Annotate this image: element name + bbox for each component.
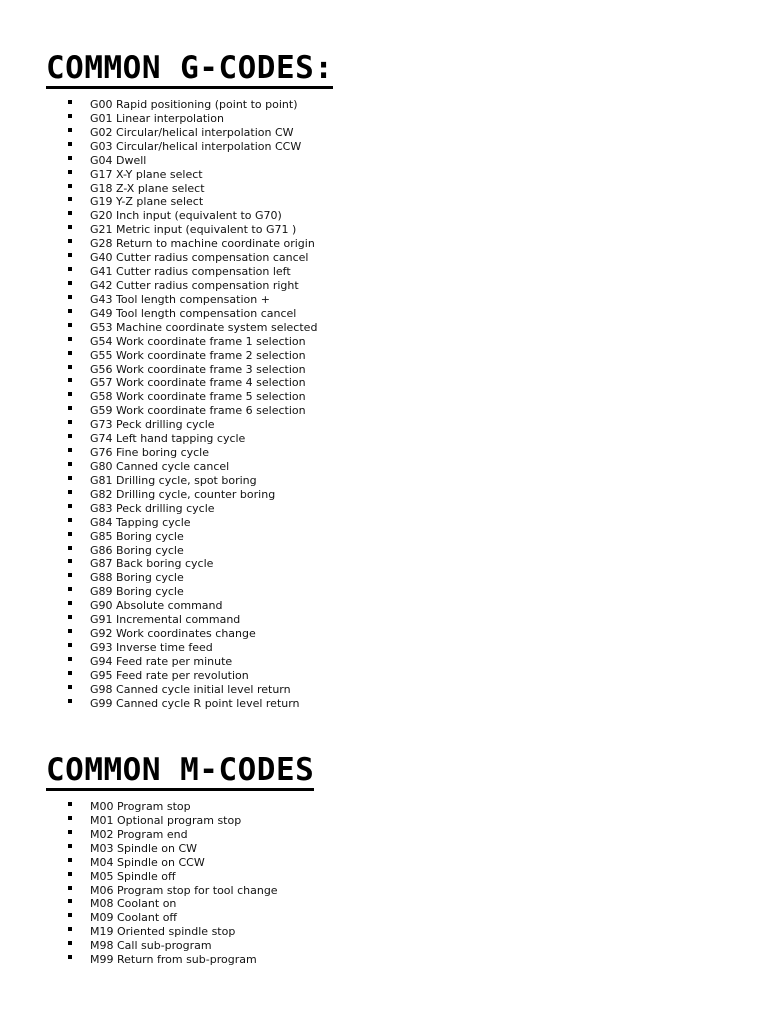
list-item — [68, 585, 317, 599]
code-item-text: G57 Work coordinate frame 4 selection — [90, 376, 306, 390]
list-item — [68, 349, 317, 363]
square-bullet-icon — [68, 643, 72, 647]
square-bullet-icon — [68, 476, 72, 480]
code-item-text: G93 Inverse time feed — [90, 640, 213, 654]
square-bullet-icon — [68, 406, 72, 410]
square-bullet-icon — [68, 156, 72, 160]
list-item — [68, 697, 317, 711]
code-item-text: G80 Canned cycle cancel — [90, 459, 230, 473]
square-bullet-icon — [68, 365, 72, 369]
code-item-text: G59 Work coordinate frame 6 selection — [90, 404, 306, 418]
square-bullet-icon — [68, 211, 72, 215]
code-item-text: G76 Fine boring cycle — [90, 446, 210, 460]
list-item — [68, 140, 317, 154]
square-bullet-icon — [68, 281, 72, 285]
code-item-text: G53 Machine coordinate system selected — [90, 320, 318, 334]
square-bullet-icon — [68, 559, 72, 563]
list-item — [68, 870, 278, 884]
list-item — [68, 655, 317, 669]
list-item — [68, 897, 278, 911]
code-item-text: G88 Boring cycle — [90, 571, 184, 585]
code-item-text: M01 Optional program stop — [90, 813, 242, 827]
square-bullet-icon — [68, 941, 72, 945]
square-bullet-icon — [68, 323, 72, 327]
code-item-text: M04 Spindle on CCW — [90, 855, 205, 869]
square-bullet-icon — [68, 351, 72, 355]
list-item — [68, 641, 317, 655]
square-bullet-icon — [68, 239, 72, 243]
square-bullet-icon — [68, 518, 72, 522]
code-item-text: G01 Linear interpolation — [90, 111, 224, 125]
code-item-text: M99 Return from sub-program — [90, 953, 257, 967]
code-item-text: G17 X-Y plane select — [90, 167, 203, 181]
code-item-text: M03 Spindle on CW — [90, 841, 198, 855]
code-item-text: M98 Call sub-program — [90, 939, 212, 953]
code-item-text: G21 Metric input (equivalent to G71 ) — [90, 223, 297, 237]
list-item — [68, 460, 317, 474]
list-item — [68, 925, 278, 939]
list-item — [68, 432, 317, 446]
code-item-text: G86 Boring cycle — [90, 543, 184, 557]
square-bullet-icon — [68, 337, 72, 341]
code-item-text: M09 Coolant off — [90, 911, 178, 925]
list-item — [68, 390, 317, 404]
list-item — [68, 376, 317, 390]
list-item — [68, 404, 317, 418]
code-item-text: G94 Feed rate per minute — [90, 654, 233, 668]
list-item — [68, 418, 317, 432]
list-item — [68, 168, 317, 182]
list-item — [68, 474, 317, 488]
square-bullet-icon — [68, 142, 72, 146]
list-item — [68, 335, 317, 349]
list-item — [68, 669, 317, 683]
square-bullet-icon — [68, 546, 72, 550]
square-bullet-icon — [68, 573, 72, 577]
square-bullet-icon — [68, 927, 72, 931]
code-item-text: G83 Peck drilling cycle — [90, 501, 215, 515]
square-bullet-icon — [68, 886, 72, 890]
list-item — [68, 884, 278, 898]
code-item-text: G98 Canned cycle initial level return — [90, 682, 291, 696]
list-item — [68, 182, 317, 196]
code-item-text: G92 Work coordinates change — [90, 627, 256, 641]
m-codes-list — [68, 800, 278, 967]
square-bullet-icon — [68, 844, 72, 848]
list-item — [68, 293, 317, 307]
square-bullet-icon — [68, 448, 72, 452]
square-bullet-icon — [68, 378, 72, 382]
code-item-text: G81 Drilling cycle, spot boring — [90, 473, 257, 487]
list-item — [68, 363, 317, 377]
code-item-text: G85 Boring cycle — [90, 529, 184, 543]
code-item-text: M05 Spindle off — [90, 869, 176, 883]
square-bullet-icon — [68, 392, 72, 396]
square-bullet-icon — [68, 816, 72, 820]
square-bullet-icon — [68, 872, 72, 876]
code-item-text: G84 Tapping cycle — [90, 515, 191, 529]
list-item — [68, 544, 317, 558]
list-item — [68, 112, 317, 126]
square-bullet-icon — [68, 955, 72, 959]
code-item-text: G58 Work coordinate frame 5 selection — [90, 390, 306, 404]
list-item — [68, 154, 317, 168]
code-item-text: M00 Program stop — [90, 800, 191, 813]
code-item-text: G42 Cutter radius compensation right — [90, 278, 299, 292]
list-item — [68, 800, 278, 814]
square-bullet-icon — [68, 420, 72, 424]
list-item — [68, 516, 317, 530]
code-item-text: G04 Dwell — [90, 153, 147, 167]
g-codes-list — [68, 98, 317, 711]
square-bullet-icon — [68, 615, 72, 619]
code-item-text: G02 Circular/helical interpolation CW — [90, 125, 294, 139]
code-item-text: M19 Oriented spindle stop — [90, 925, 236, 939]
list-item — [68, 98, 317, 112]
list-item — [68, 307, 317, 321]
square-bullet-icon — [68, 858, 72, 862]
list-item — [68, 814, 278, 828]
code-item-text: G87 Back boring cycle — [90, 557, 214, 571]
list-item — [68, 321, 317, 335]
code-item-text: G95 Feed rate per revolution — [90, 668, 249, 682]
code-item-text: G74 Left hand tapping cycle — [90, 432, 246, 446]
code-item-text: G43 Tool length compensation + — [90, 292, 270, 306]
code-item-text: G49 Tool length compensation cancel — [90, 306, 297, 320]
square-bullet-icon — [68, 913, 72, 917]
code-item-text: G73 Peck drilling cycle — [90, 418, 215, 432]
square-bullet-icon — [68, 685, 72, 689]
list-item — [68, 195, 317, 209]
g-codes-heading: COMMON G-CODES: — [46, 50, 333, 89]
code-item-text: G54 Work coordinate frame 1 selection — [90, 334, 306, 348]
square-bullet-icon — [68, 699, 72, 703]
list-item — [68, 502, 317, 516]
code-item-text: M02 Program end — [90, 827, 188, 841]
square-bullet-icon — [68, 295, 72, 299]
list-item — [68, 209, 317, 223]
square-bullet-icon — [68, 253, 72, 257]
code-item-text: G03 Circular/helical interpolation CCW — [90, 139, 302, 153]
square-bullet-icon — [68, 490, 72, 494]
list-item — [68, 627, 317, 641]
list-item — [68, 223, 317, 237]
list-item — [68, 251, 317, 265]
list-item — [68, 279, 317, 293]
code-item-text: G90 Absolute command — [90, 599, 223, 613]
square-bullet-icon — [68, 434, 72, 438]
code-item-text: G41 Cutter radius compensation left — [90, 265, 291, 279]
code-item-text: M08 Coolant on — [90, 897, 177, 911]
list-item — [68, 613, 317, 627]
square-bullet-icon — [68, 128, 72, 132]
code-item-text: G18 Z-X plane select — [90, 181, 205, 195]
square-bullet-icon — [68, 309, 72, 313]
square-bullet-icon — [68, 629, 72, 633]
list-item — [68, 911, 278, 925]
code-item-text: G00 Rapid positioning (point to point) — [90, 98, 298, 111]
square-bullet-icon — [68, 267, 72, 271]
square-bullet-icon — [68, 532, 72, 536]
list-item — [68, 557, 317, 571]
list-item — [68, 530, 317, 544]
square-bullet-icon — [68, 802, 72, 806]
square-bullet-icon — [68, 587, 72, 591]
code-item-text: G89 Boring cycle — [90, 585, 184, 599]
list-item — [68, 599, 317, 613]
code-item-text: G56 Work coordinate frame 3 selection — [90, 362, 306, 376]
list-item — [68, 953, 278, 967]
code-item-text: G55 Work coordinate frame 2 selection — [90, 348, 306, 362]
code-item-text: M06 Program stop for tool change — [90, 883, 278, 897]
list-item — [68, 237, 317, 251]
square-bullet-icon — [68, 197, 72, 201]
list-item — [68, 488, 317, 502]
code-item-text: G91 Incremental command — [90, 613, 241, 627]
code-item-text: G28 Return to machine coordinate origin — [90, 237, 315, 251]
code-item-text: G20 Inch input (equivalent to G70) — [90, 209, 282, 223]
code-item-text: G40 Cutter radius compensation cancel — [90, 251, 309, 265]
list-item — [68, 828, 278, 842]
square-bullet-icon — [68, 899, 72, 903]
square-bullet-icon — [68, 657, 72, 661]
list-item — [68, 265, 317, 279]
code-item-text: G19 Y-Z plane select — [90, 195, 204, 209]
square-bullet-icon — [68, 114, 72, 118]
list-item — [68, 126, 317, 140]
list-item — [68, 856, 278, 870]
list-item — [68, 446, 317, 460]
square-bullet-icon — [68, 184, 72, 188]
square-bullet-icon — [68, 671, 72, 675]
list-item — [68, 842, 278, 856]
code-item-text: G99 Canned cycle R point level return — [90, 696, 300, 710]
square-bullet-icon — [68, 170, 72, 174]
square-bullet-icon — [68, 100, 72, 104]
m-codes-heading: COMMON M-CODES — [46, 752, 314, 791]
square-bullet-icon — [68, 225, 72, 229]
square-bullet-icon — [68, 830, 72, 834]
square-bullet-icon — [68, 462, 72, 466]
list-item — [68, 571, 317, 585]
square-bullet-icon — [68, 504, 72, 508]
list-item — [68, 683, 317, 697]
list-item — [68, 939, 278, 953]
code-item-text: G82 Drilling cycle, counter boring — [90, 487, 276, 501]
square-bullet-icon — [68, 601, 72, 605]
